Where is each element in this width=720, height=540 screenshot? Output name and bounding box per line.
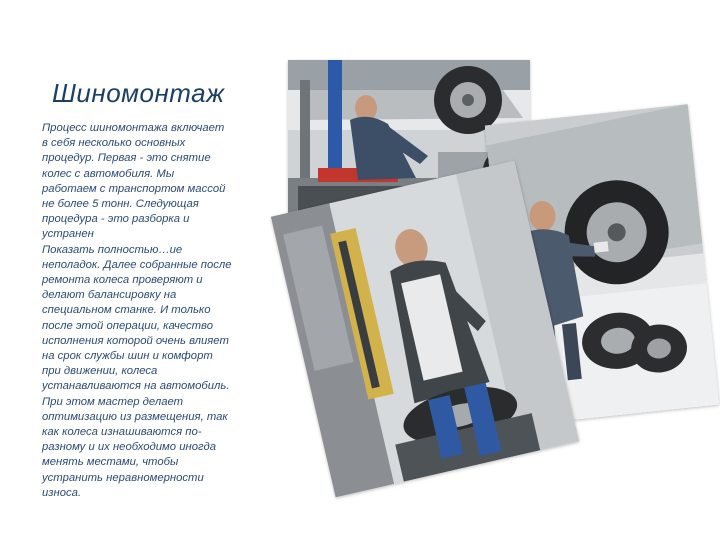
- body-line: при движении, колеса: [42, 365, 158, 378]
- body-line: При этом мастер делает: [42, 395, 184, 408]
- show-more-link[interactable]: Показать полностью…ие: [42, 243, 183, 256]
- body-line: процедур. Первая - это снятие: [42, 152, 211, 165]
- body-line: исполнения которой очень влияет: [42, 334, 229, 347]
- body-line: процедура - это разборка и: [42, 213, 190, 226]
- body-line: на срок службы шин и комфорт: [42, 350, 213, 363]
- body-line: менять местами, чтобы: [42, 456, 179, 469]
- body-line: ремонта колеса проверяют и: [42, 274, 203, 287]
- body-line: делают балансировку на: [42, 289, 177, 302]
- body-line: износа.: [42, 486, 82, 499]
- body-line: устанавливаются на автомобиль.: [42, 380, 230, 393]
- body-line: специальном станке. И только: [42, 304, 211, 317]
- body-line: устранить неравномерности: [42, 471, 204, 484]
- body-line: работаем с транспортом массой: [42, 182, 226, 195]
- body-line: после этой операции, качество: [42, 319, 213, 332]
- body-line: в себя несколько основных: [42, 137, 186, 150]
- body-line: неполадок. Далее собранные после: [42, 258, 232, 271]
- body-line: Процесс шиномонтажа включает: [42, 122, 225, 134]
- body-line: как колеса изнашиваются по-: [42, 426, 202, 439]
- slide-body-text: [42, 121, 268, 501]
- slide-title: Шиномонтаж: [52, 78, 225, 108]
- body-line: разному и их необходимо иногда: [42, 441, 216, 454]
- body-line: не более 5 тонн. Следующая: [42, 198, 199, 211]
- body-line: оптимизацию из размещения, так: [42, 410, 228, 423]
- body-line: устранен: [42, 228, 94, 241]
- body-line: колес с автомобиля. Мы: [42, 167, 175, 180]
